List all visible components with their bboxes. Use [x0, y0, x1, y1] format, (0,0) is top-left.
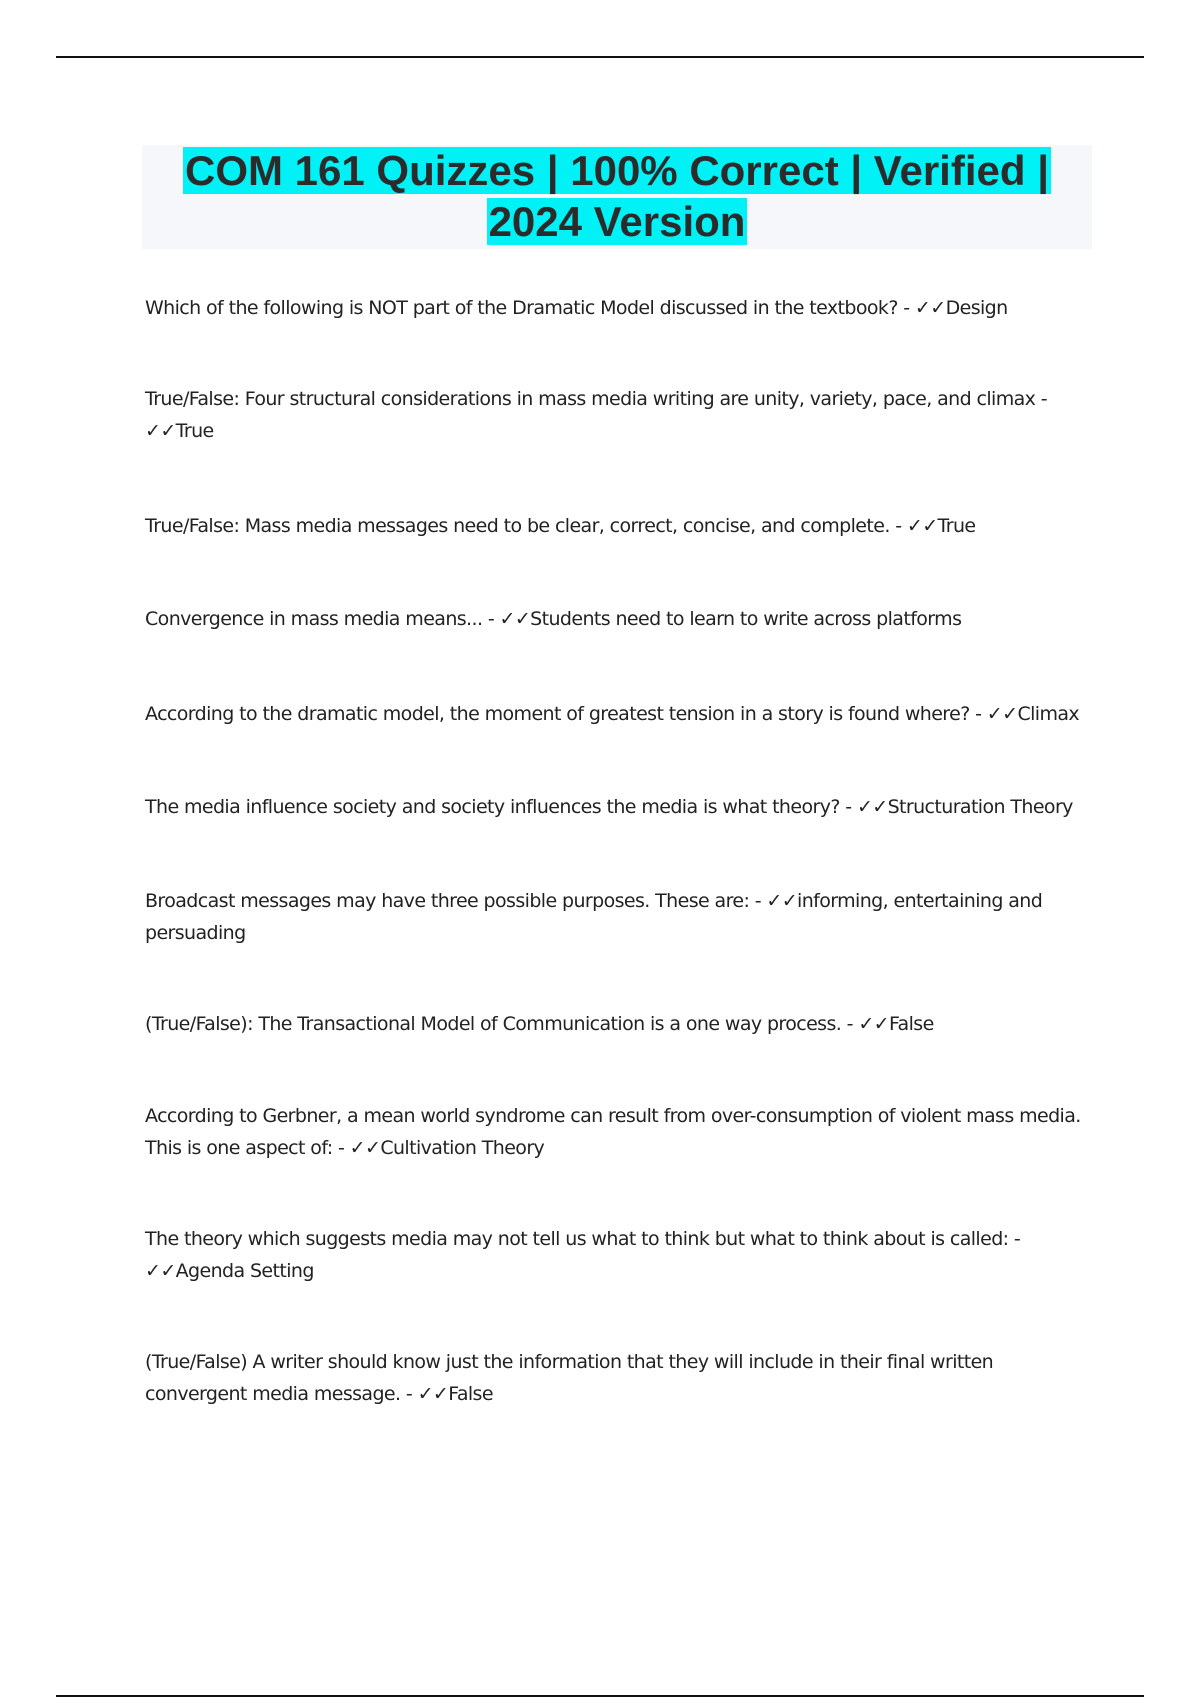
- qa-item: The theory which suggests media may not tell us what to think but what to think about is called: - ✓✓Agenda Setting: [145, 1228, 1021, 1282]
- title-line-2: 2024 Version: [488, 198, 746, 245]
- qa-item: Broadcast messages may have three possible purposes. These are: - ✓✓informing, entertaining and persuading: [145, 890, 1043, 944]
- document-title: [142, 145, 1092, 249]
- bottom-rule: [56, 1695, 1144, 1697]
- qa-item: The media influence society and society influences the media is what theory? - ✓✓Structuration Theory: [145, 796, 1073, 818]
- qa-item: (True/False) A writer should know just the information that they will include in their final written convergent media message. - ✓✓False: [145, 1351, 994, 1405]
- qa-item: True/False: Four structural considerations in mass media writing are unity, variety, pace, and climax - ✓✓True: [145, 388, 1048, 442]
- top-rule: [56, 56, 1144, 58]
- qa-item: (True/False): The Transactional Model of Communication is a one way process. - ✓✓False: [145, 1013, 934, 1035]
- qa-item: Convergence in mass media means... - ✓✓Students need to learn to write across platforms: [145, 608, 962, 630]
- qa-item: Which of the following is NOT part of the Dramatic Model discussed in the textbook? - ✓✓Design: [145, 297, 1008, 319]
- qa-item: True/False: Mass media messages need to be clear, correct, concise, and complete. - ✓✓True: [145, 515, 976, 537]
- qa-item: According to Gerbner, a mean world syndrome can result from over-consumption of violent mass media. This is one aspect of: - ✓✓Cultivation Theory: [145, 1105, 1081, 1159]
- qa-item: According to the dramatic model, the moment of greatest tension in a story is found where? - ✓✓Climax: [145, 703, 1080, 725]
- title-line-1: COM 161 Quizzes | 100% Correct | Verified |: [185, 147, 1049, 194]
